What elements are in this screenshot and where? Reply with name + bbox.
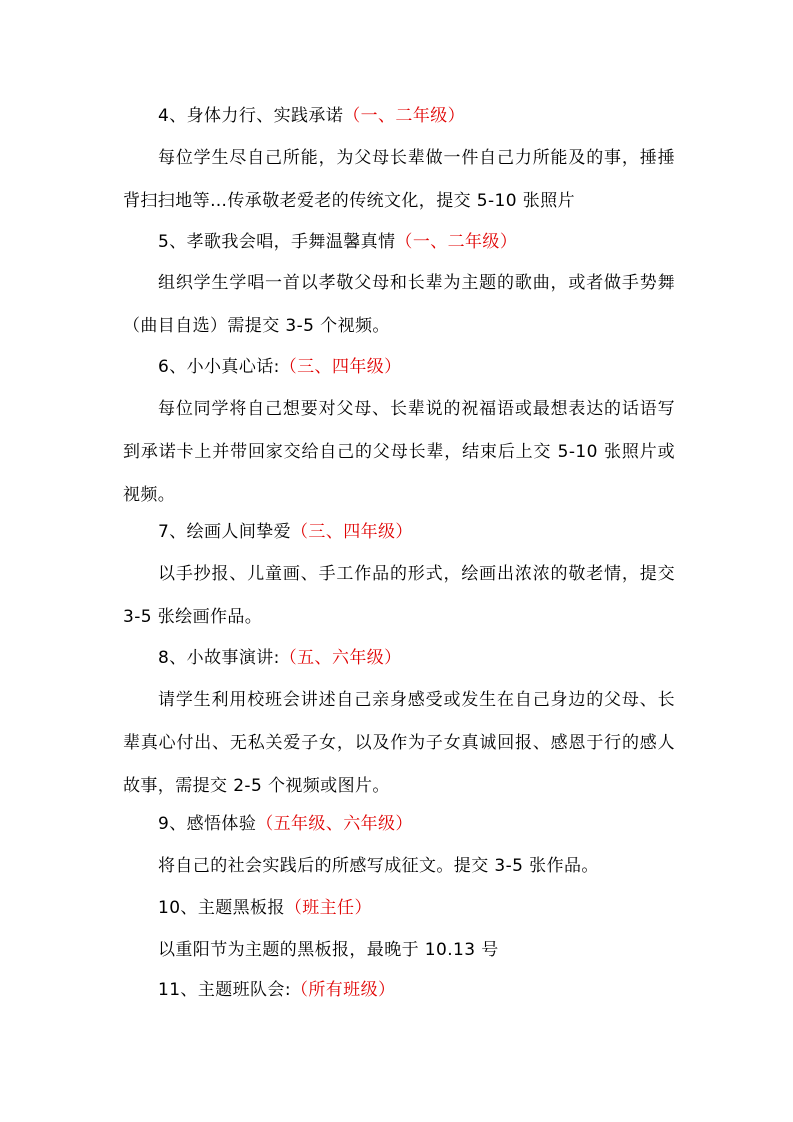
section-heading-4 <box>158 104 465 128</box>
section-title: 6、小小真心话: <box>158 357 280 377</box>
section-body-8: 请学生利用校班会讲述自己亲身感受或发生在自己身边的父母、长辈真心付出、无私关爱子女，以及作为子女真诚回报、感恩于行的感人故事，需提交 2-5 个视频或图片。 <box>123 690 675 796</box>
section-heading-9 <box>158 812 413 836</box>
section-title: 5、孝歌我会唱，手舞温馨真情 <box>158 232 396 252</box>
section-body-4: 每位学生尽自己所能，为父母长辈做一件自己力所能及的事，捶捶背扫扫地等…传承敬老爱老的传统文化，提交 5-10 张照片 <box>123 148 675 211</box>
section-heading-10 <box>158 896 372 920</box>
grade-label: （所有班级） <box>290 980 396 1000</box>
section-body-10: 以重阳节为主题的黑板报，最晚于 10.13 号 <box>158 940 499 960</box>
section-title: 10、主题黑板报 <box>158 898 285 918</box>
section-body-7: 以手抄报、儿童画、手工作品的形式，绘画出浓浓的敬老情，提交 3-5 张绘画作品。 <box>123 564 675 627</box>
section-body-6: 每位同学将自己想要对父母、长辈说的祝福语或最想表达的话语写到承诺卡上并带回家交给自己的父母长辈，结束后上交 5-10 张照片或视频。 <box>123 399 675 505</box>
grade-label: （五、六年级） <box>279 648 402 668</box>
section-heading-6 <box>158 355 402 379</box>
section-title: 7、绘画人间挚爱 <box>158 522 292 542</box>
grade-label: （一、二年级） <box>343 106 466 126</box>
section-title: 4、身体力行、实践承诺 <box>158 106 344 126</box>
grade-label: （三、四年级） <box>279 357 402 377</box>
section-title: 11、主题班队会: <box>158 980 291 1000</box>
section-heading-7 <box>158 520 413 544</box>
section-heading-5 <box>158 230 517 254</box>
grade-label: （五年级、六年级） <box>256 814 413 834</box>
section-heading-8 <box>158 646 402 670</box>
section-title: 9、感悟体验 <box>158 814 257 834</box>
section-title: 8、小故事演讲: <box>158 648 280 668</box>
section-body-5: 组织学生学唱一首以孝敬父母和长辈为主题的歌曲，或者做手势舞（曲目自选）需提交 3-5 个视频。 <box>123 273 675 336</box>
section-heading-11 <box>158 978 395 1002</box>
grade-label: （三、四年级） <box>291 522 413 542</box>
grade-label: （班主任） <box>284 898 372 918</box>
grade-label: （一、二年级） <box>395 232 518 252</box>
section-body-9: 将自己的社会实践后的所感写成征文。提交 3-5 张作品。 <box>158 856 599 876</box>
